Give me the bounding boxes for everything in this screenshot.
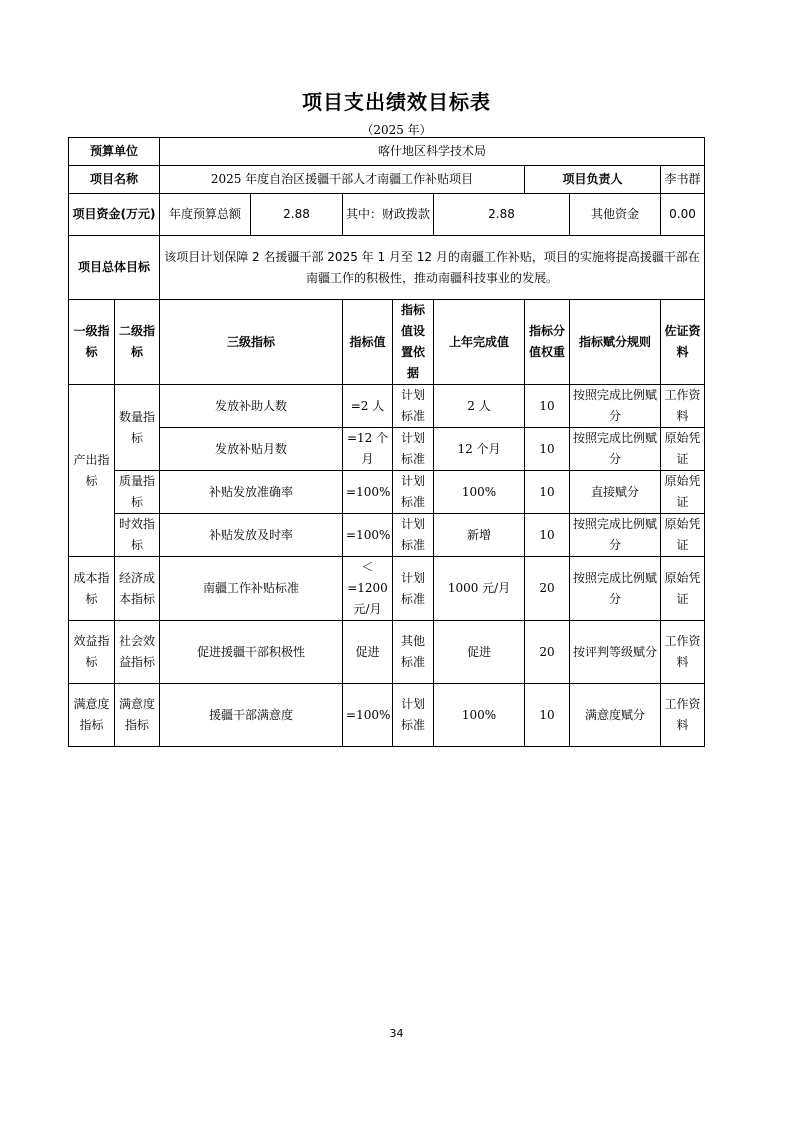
target-cell: 促进 [343,621,393,684]
last-year-cell: 100% [434,684,525,747]
project-name-value: 2025 年度自治区援疆干部人才南疆工作补贴项目 [160,166,525,194]
funds-label: 项目资金(万元) [69,194,160,236]
evidence-cell: 工作资料 [661,684,705,747]
last-year-cell: 促进 [434,621,525,684]
weight-cell: 10 [525,514,570,557]
table-row [69,385,705,428]
overall-goal-label: 项目总体目标 [69,236,160,300]
last-year-cell: 新增 [434,514,525,557]
basis-cell: 计划标准 [393,684,434,747]
scoring-rule-cell: 直接赋分 [570,471,661,514]
weight-cell: 20 [525,557,570,621]
header-basis-cell: 指标值设置依据 [393,300,434,385]
header-target-value: 指标值 [343,300,393,385]
fiscal-funds-value: 2.88 [434,194,570,236]
basis-cell: 其他标准 [393,621,434,684]
level1-cost: 成本指标 [69,557,115,621]
page-title: 项目支出绩效目标表 [302,90,491,114]
year-note: （2025 年） [361,123,432,137]
scoring-rule-cell: 按照完成比例赋分 [570,514,661,557]
overall-goal-row [69,236,705,300]
funds-row [69,194,705,236]
last-year-cell: 12 个月 [434,428,525,471]
scoring-rule-cell: 满意度赋分 [570,684,661,747]
basis-cell: 计划标准 [393,385,434,428]
last-year-cell: 2 人 [434,385,525,428]
target-cell: =12 个月 [343,428,393,471]
target-cell: =100% [343,684,393,747]
fiscal-funds-label: 其中：财政拨款 [343,194,434,236]
evidence-cell: 原始凭证 [661,557,705,621]
scoring-rule-cell: 按评判等级赋分 [570,621,661,684]
table-row [69,684,705,747]
weight-cell: 20 [525,621,570,684]
basis-cell: 计划标准 [393,557,434,621]
scoring-rule-cell: 按照完成比例赋分 [570,385,661,428]
scoring-rule-cell: 按照完成比例赋分 [570,428,661,471]
weight-cell: 10 [525,684,570,747]
table-row [69,557,705,621]
level2-social-benefit: 社会效益指标 [115,621,160,684]
last-year-cell: 1000 元/月 [434,557,525,621]
level2-quality: 质量指标 [115,471,160,514]
level1-satisfaction: 满意度指标 [69,684,115,747]
indicator-header-row [69,300,705,385]
weight-cell: 10 [525,385,570,428]
header-weight: 指标分值权重 [525,300,570,385]
target-cell: =100% [343,471,393,514]
level1-benefit: 效益指标 [69,621,115,684]
project-name-row [69,166,705,194]
page-number: 34 [389,1027,404,1040]
weight-cell: 10 [525,471,570,514]
budget-unit-label: 预算单位 [69,138,160,166]
target-cell: =2 人 [343,385,393,428]
last-year-cell: 100% [434,471,525,514]
evidence-cell: 原始凭证 [661,428,705,471]
level2-quantity: 数量指标 [115,385,160,471]
evidence-cell: 工作资料 [661,385,705,428]
level2-satisfaction: 满意度指标 [115,684,160,747]
annual-budget-label: 年度预算总额 [160,194,251,236]
evidence-cell: 原始凭证 [661,471,705,514]
table-row [69,514,705,557]
level3-cell: 补贴发放及时率 [160,514,343,557]
table-row [69,471,705,514]
level3-cell: 发放补贴月数 [160,428,343,471]
header-last-year: 上年完成值 [434,300,525,385]
level3-cell: 援疆干部满意度 [160,684,343,747]
level3-cell: 发放补助人数 [160,385,343,428]
level2-economic-cost: 经济成本指标 [115,557,160,621]
responsible-label: 项目负责人 [525,166,661,194]
header-level1: 一级指标 [69,300,115,385]
budget-unit-row [69,138,705,166]
annual-budget-value: 2.88 [251,194,343,236]
performance-table [68,137,705,747]
header-level3: 三级指标 [160,300,343,385]
header-evidence: 佐证资料 [661,300,705,385]
evidence-cell: 工作资料 [661,621,705,684]
weight-cell: 10 [525,428,570,471]
level1-output: 产出指标 [69,385,115,557]
table-row [69,428,705,471]
evidence-cell: 原始凭证 [661,514,705,557]
other-funds-value: 0.00 [661,194,705,236]
responsible-value: 李书群 [661,166,705,194]
level3-cell: 补贴发放准确率 [160,471,343,514]
level2-timeliness: 时效指标 [115,514,160,557]
overall-goal-text: 该项目计划保障 2 名援疆干部 2025 年 1 月至 12 月的南疆工作补贴，项目的实施将提高援疆干部在南疆工作的积极性，推动南疆科技事业的发展。 [160,236,705,300]
budget-unit-value: 喀什地区科学技术局 [160,138,705,166]
level3-cell: 南疆工作补贴标准 [160,557,343,621]
basis-cell: 计划标准 [393,471,434,514]
other-funds-label: 其他资金 [570,194,661,236]
target-cell: ＜ =1200 元/月 [343,557,393,621]
target-cell: =100% [343,514,393,557]
level3-cell: 促进援疆干部积极性 [160,621,343,684]
table-row [69,621,705,684]
basis-cell: 计划标准 [393,514,434,557]
basis-cell: 计划标准 [393,428,434,471]
scoring-rule-cell: 按照完成比例赋分 [570,557,661,621]
header-scoring-rule: 指标赋分规则 [570,300,661,385]
project-name-label: 项目名称 [69,166,160,194]
header-level2: 二级指标 [115,300,160,385]
